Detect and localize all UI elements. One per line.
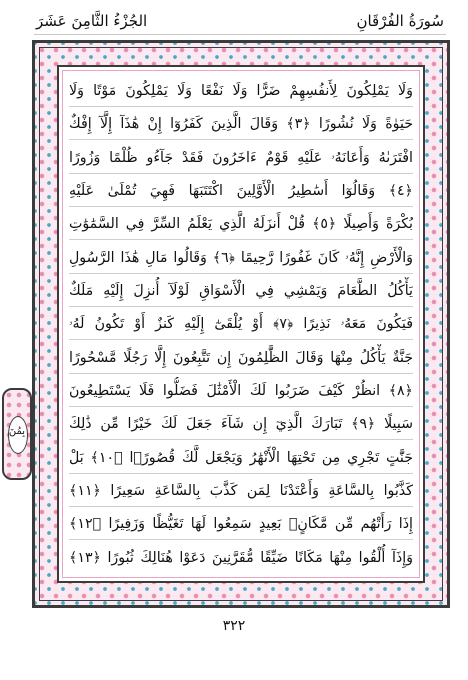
- text-line-7: يَأْكُلُ الطَّعَامَ وَيَمْشِي فِي الْأَسْوَاقِ لَوْلَآ أُنزِلَ إِلَيْهِ مَلَكٌ: [69, 277, 413, 307]
- text-line-5: بُكْرَةً وَأَصِيلًا ﴿٥﴾ قُلْ أَنزَلَهُ الَّذِي يَعْلَمُ السِّرَّ فِي السَّمَٰوَٰتِ: [69, 210, 413, 240]
- text-line-3: افْتَرَىٰهُ وَأَعَانَهُۥ عَلَيْهِ قَوْمٌ ءَاخَرُونَ فَقَدْ جَآءُو ظُلْمًا وَزُورًا: [69, 144, 413, 174]
- text-line-1: وَلَا يَمْلِكُونَ لِأَنفُسِهِمْ ضَرًّا وَلَا نَفْعًا وَلَا يَمْلِكُونَ مَوْتًا وَلَا: [69, 77, 413, 107]
- text-line-15: وَإِذَآ أُلْقُوا مِنْهَا مَكَانًا ضَيِّقًا مُّقَرَّنِينَ دَعَوْا هُنَالِكَ ثُبُورًا ﴿١٣﴾: [69, 549, 413, 566]
- ornamental-frame: [32, 40, 450, 608]
- text-line-8: فَيَكُونَ مَعَهُۥ نَذِيرًا ﴿٧﴾ أَوْ يُلْقَىٰٓ إِلَيْهِ كَنزٌ أَوْ تَكُونُ لَهُۥ: [69, 310, 413, 340]
- hizb-quarter-marker: [2, 388, 32, 480]
- text-line-11: سَبِيلًا ﴿٩﴾ تَبَارَكَ الَّذِيٓ إِن شَآءَ جَعَلَ لَكَ خَيْرًا مِّن ذَٰلِكَ: [69, 410, 413, 440]
- text-line-12: جَنَّٰتٍ تَجْرِي مِن تَحْتِهَا الْأَنْهَٰرُ وَيَجْعَل لَّكَ قُصُورًۢا ﴿١٠﴾ بَلْ: [69, 444, 413, 474]
- hizb-marker-label: بِمُنَ: [8, 426, 26, 437]
- text-line-6: وَالْأَرْضِ إِنَّهُۥ كَانَ غَفُورًا رَّحِيمًا ﴿٦﴾ وَقَالُوا مَالِ هَٰذَا الرَّسُولِ: [69, 244, 413, 274]
- text-line-14: إِذَا رَأَتْهُم مِّن مَّكَانٍۭ بَعِيدٍ سَمِعُوا لَهَا تَغَيُّظًا وَزَفِيرًا ﴿١٢﴾: [69, 510, 413, 540]
- text-line-4: ﴿٤﴾ وَقَالُوٓا أَسَٰطِيرُ الْأَوَّلِينَ اكْتَتَبَهَا فَهِيَ تُمْلَىٰ عَلَيْهِ: [69, 177, 413, 207]
- text-line-10: ﴿٨﴾ انظُرْ كَيْفَ ضَرَبُوا لَكَ الْأَمْثَٰلَ فَضَلُّوا فَلَا يَسْتَطِيعُونَ: [69, 377, 413, 407]
- page-header: [34, 6, 446, 35]
- surah-name: سُورَةُ الفُرْقَانِ: [356, 12, 444, 30]
- verse-lines: [69, 77, 413, 573]
- text-panel: [57, 65, 425, 583]
- page-number: ٣٢٢: [222, 618, 246, 634]
- juz-name: الجُزْءُ الثَّامِنَ عَشَرَ: [36, 12, 148, 30]
- text-line-2: حَيَوٰةً وَلَا نُشُورًا ﴿٣﴾ وَقَالَ الَّذِينَ كَفَرُوٓا إِنْ هَٰذَآ إِلَّآ إِفْكٌ: [69, 110, 413, 140]
- text-line-13: كَذَّبُوا بِالسَّاعَةِ وَأَعْتَدْنَا لِمَن كَذَّبَ بِالسَّاعَةِ سَعِيرًا ﴿١١﴾: [69, 477, 413, 507]
- text-line-9: جَنَّةٌ يَأْكُلُ مِنْهَا وَقَالَ الظَّٰلِمُونَ إِن تَتَّبِعُونَ إِلَّا رَجُلًا مَّسْحُورًا: [69, 344, 413, 374]
